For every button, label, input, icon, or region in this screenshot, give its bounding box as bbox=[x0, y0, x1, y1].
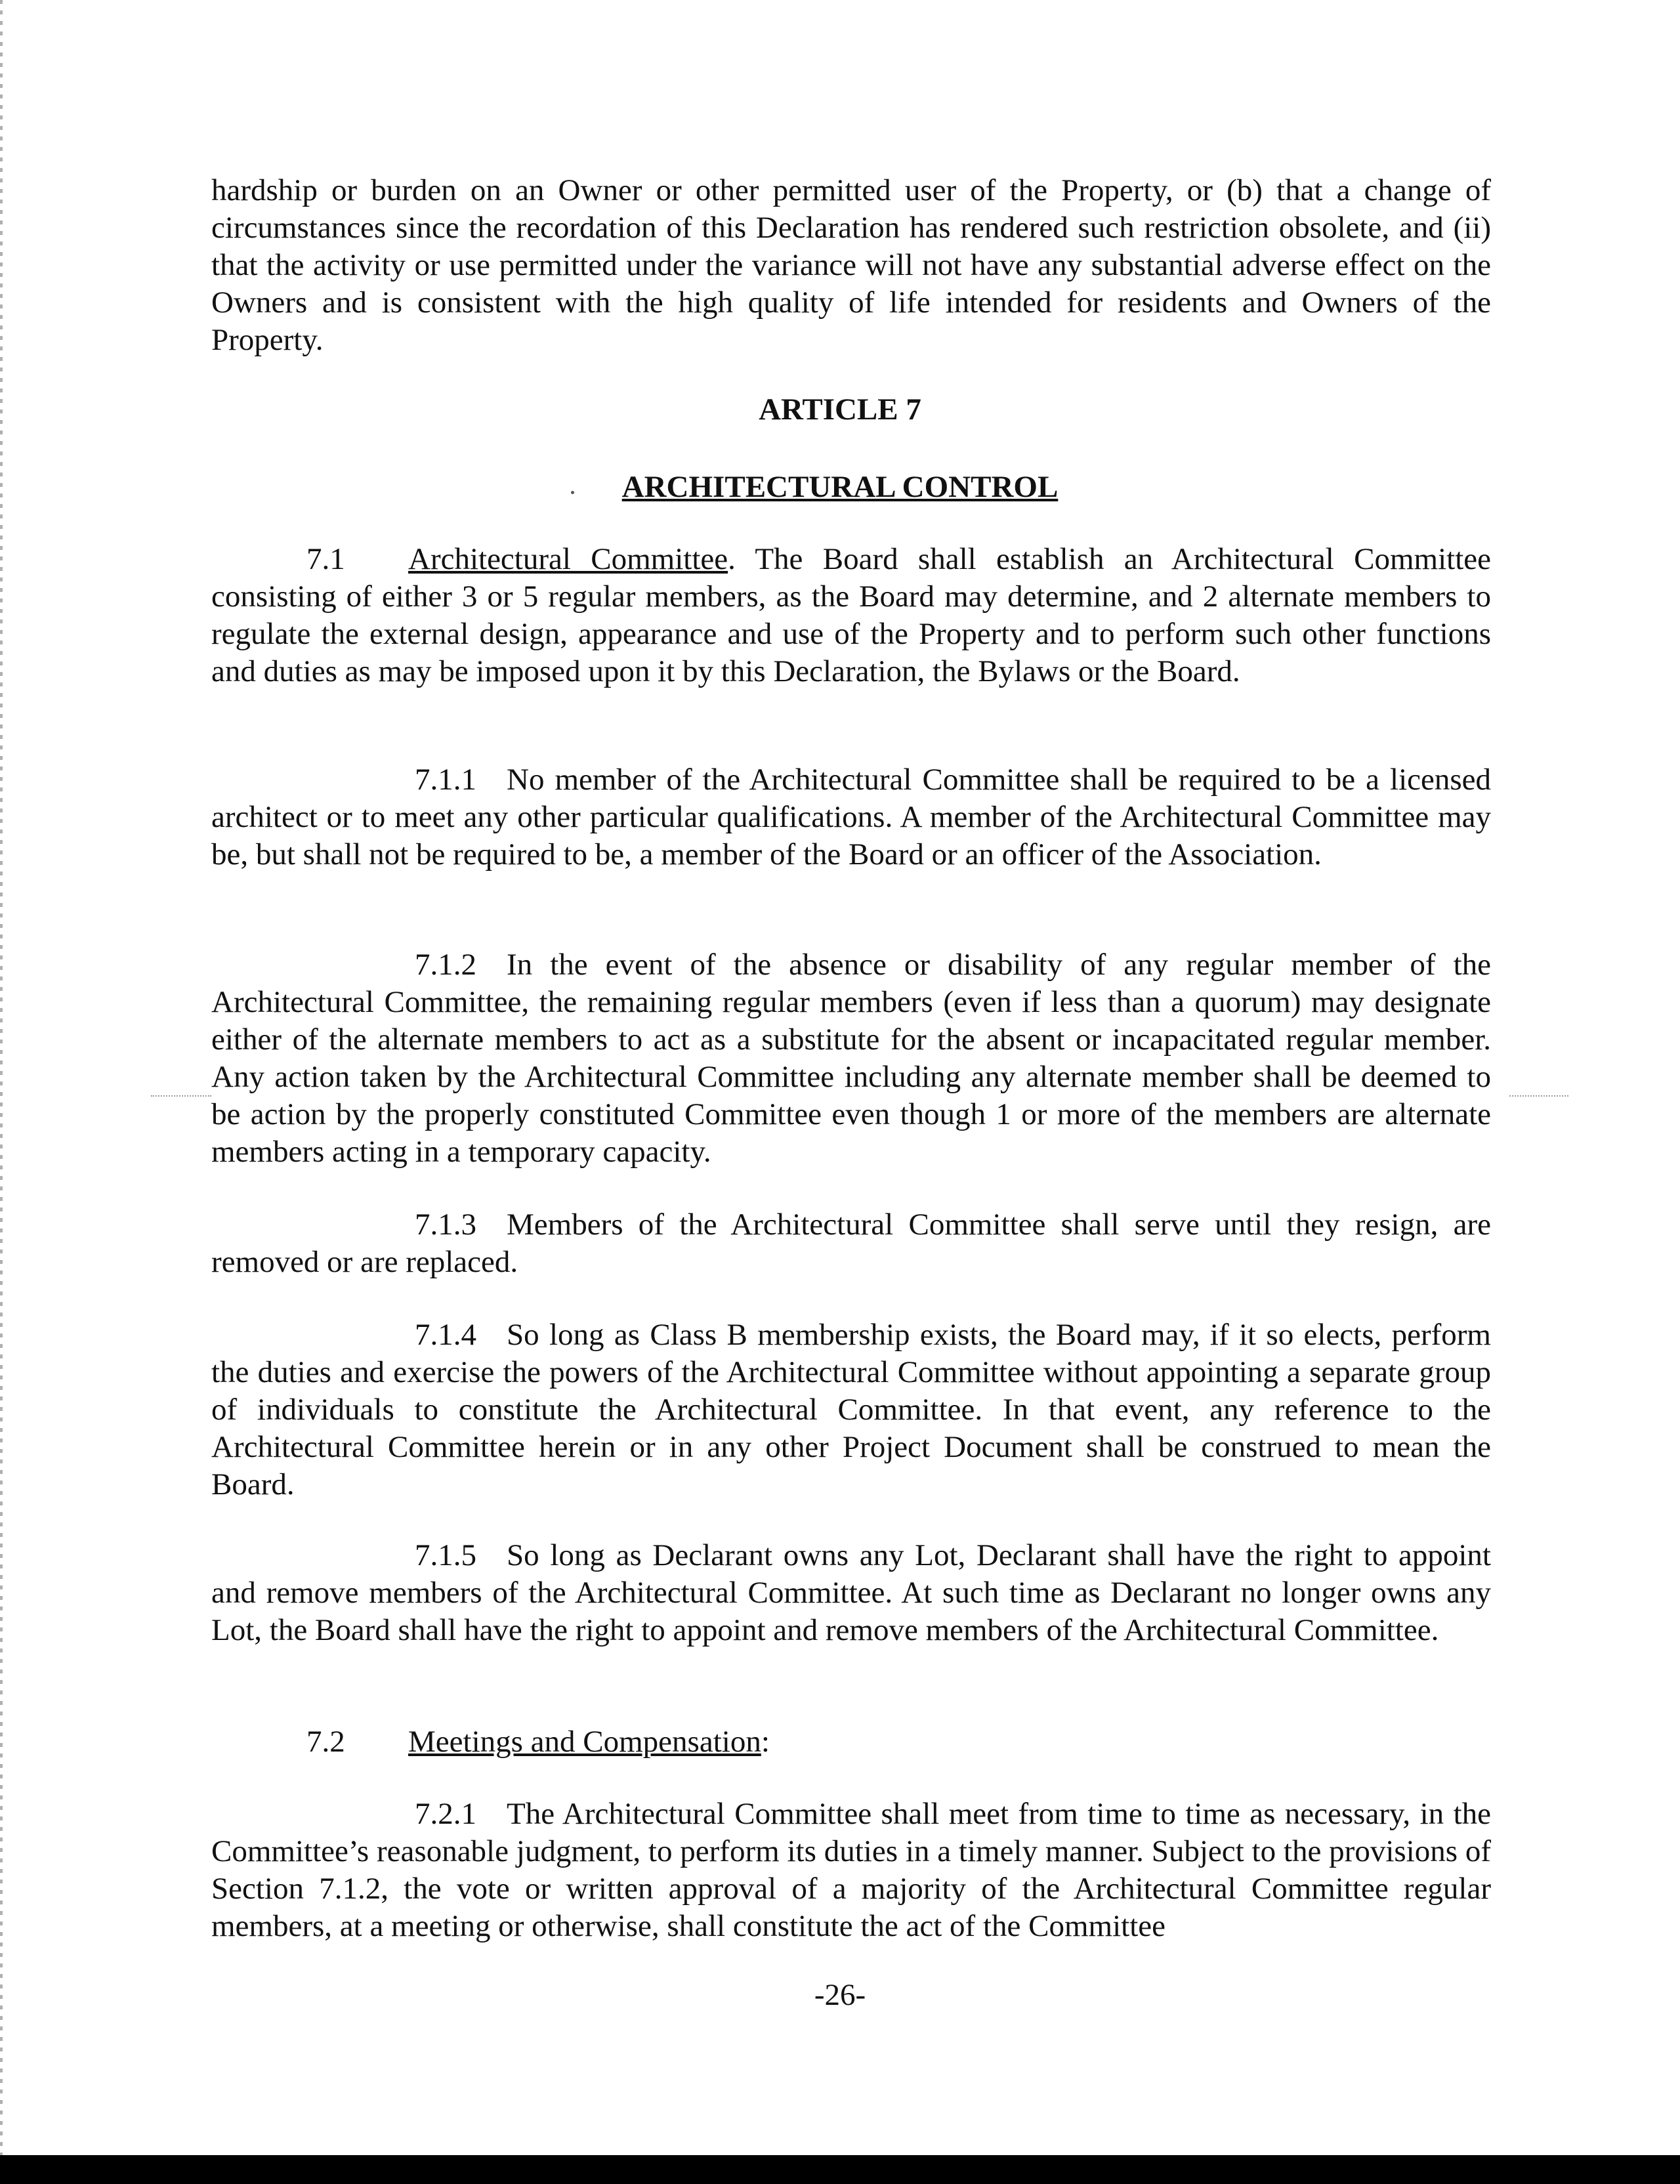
subsection-7-1-2 bbox=[211, 946, 1491, 1171]
scan-artifact-right bbox=[1509, 1095, 1568, 1097]
article-title: ARCHITECTURAL CONTROL bbox=[621, 470, 1059, 504]
subsection-7-1-5 bbox=[211, 1537, 1491, 1649]
section-7-2-title-suffix: : bbox=[761, 1725, 770, 1759]
article-heading: ARTICLE 7 bbox=[759, 392, 921, 427]
section-7-1-body: The Board shall establish an Architectural Committee consisting of either 3 or 5 regular members, as the Board may determine, and 2 alternate members to regulate the external design, appearance and use of the Property and to perform such other functions and duties as may be imposed upon it by this Declaration, the Bylaws or the Board. bbox=[211, 542, 1492, 688]
subsection-7-1-1-body: No member of the Architectural Committee shall be required to be a licensed architect or to meet any other particular qualifications. A member of the Architectural Committee may be, but shall not be required to be, a member of the Board or an officer of the Association. bbox=[211, 763, 1491, 872]
subsection-7-1-2-body: In the event of the absence or disability of any regular member of the Architectural Committee, the remaining regular members (even if less than a quorum) may designate either of the alternate members to act as a substitute for the absent or incapacitated regular member. Any action taken by the Architectural Committee including any alternate member shall be deemed to be action by the properly constituted Committee even though 1 or more of the members are alternate members acting in a temporary capacity. bbox=[211, 948, 1491, 1169]
intro-paragraph: hardship or burden on an Owner or other permitted user of the Property, or (b) that a change of circumstances since the recordation of this Declaration has rendered such restriction obsolete, and (ii) that the activity or use permitted under the variance will not have any substantial adverse effect on the Owners and is consistent with the high quality of life intended for residents and Owners of the Property. bbox=[211, 173, 1491, 357]
subsection-7-2-1-number: 7.2.1 bbox=[415, 1797, 476, 1831]
section-7-2-number: 7.2 bbox=[306, 1725, 345, 1759]
subsection-7-1-5-body: So long as Declarant owns any Lot, Declarant shall have the right to appoint and remove members of the Architectural Committee. At such time as Declarant no longer owns any Lot, the Board shall have the right to appoint and remove members of the Architectural Committee. bbox=[211, 1538, 1491, 1647]
subsection-7-1-1-number: 7.1.1 bbox=[415, 763, 476, 797]
scan-left-edge bbox=[0, 0, 3, 2184]
page-number: -26- bbox=[814, 1978, 866, 2012]
subsection-7-1-4 bbox=[211, 1316, 1491, 1503]
subsection-7-1-3-body: Members of the Architectural Committee shall serve until they resign, are removed or are replaced. bbox=[211, 1208, 1491, 1279]
subsection-7-2-1-body: The Architectural Committee shall meet from time to time as necessary, in the Committee’s reasonable judgment, to perform its duties in a timely manner. Subject to the provisions of Section 7.1.2, the vote or written approval of a majority of the Architectural Committee regular members, at a meeting or otherwise, shall constitute the act of the Committee bbox=[211, 1797, 1491, 1943]
section-7-1 bbox=[211, 541, 1491, 690]
section-7-2 bbox=[211, 1723, 1491, 1761]
scan-artifact-left bbox=[151, 1095, 211, 1097]
subsection-7-1-4-number: 7.1.4 bbox=[415, 1318, 476, 1352]
subsection-7-1-3-number: 7.1.3 bbox=[415, 1208, 476, 1242]
section-7-2-title: Meetings and Compensation bbox=[408, 1725, 761, 1759]
subsection-7-1-5-number: 7.1.5 bbox=[415, 1538, 476, 1572]
subsection-7-1-4-body: So long as Class B membership exists, the Board may, if it so elects, perform the duties and exercise the powers of the Architectural Committee without appointing a separate group of individuals to constitute the Architectural Committee. In that event, any reference to the Architectural Committee herein or in any other Project Document shall be construed to mean the Board. bbox=[211, 1318, 1491, 1502]
subsection-7-2-1 bbox=[211, 1796, 1491, 1945]
section-7-1-number: 7.1 bbox=[306, 542, 345, 576]
subsection-7-1-2-number: 7.1.2 bbox=[415, 948, 476, 982]
section-7-1-title-suffix: . bbox=[728, 542, 736, 576]
scan-bottom-border bbox=[0, 2155, 1680, 2184]
subsection-7-1-1 bbox=[211, 761, 1491, 873]
section-7-1-title: Architectural Committee bbox=[408, 542, 728, 576]
subsection-7-1-3 bbox=[211, 1206, 1491, 1281]
